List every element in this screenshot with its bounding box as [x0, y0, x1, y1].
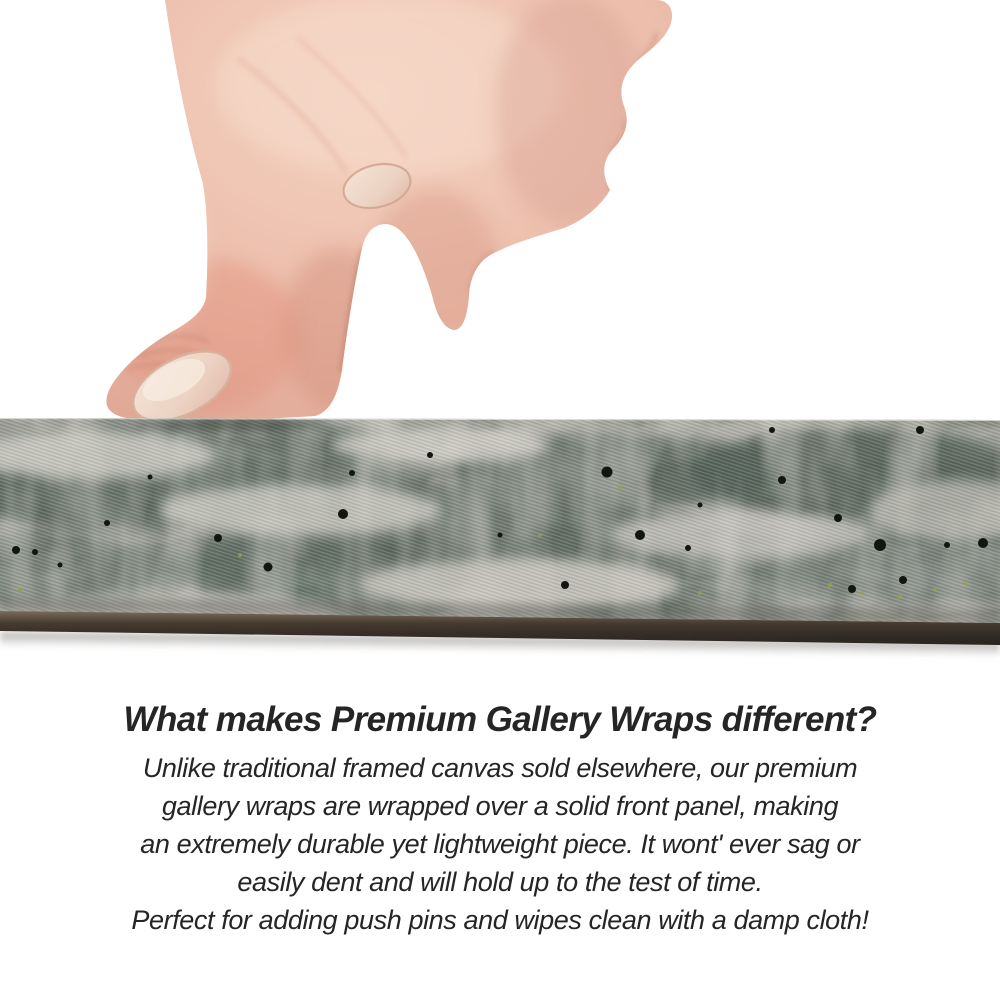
body-line-3: an extremely durable yet lightweight piece. It wont' ever sag or — [140, 829, 860, 859]
copy-block — [0, 700, 1000, 939]
pinky-knuckle-crease — [610, 168, 626, 188]
body-line-2: gallery wraps are wrapped over a solid front panel, making — [161, 791, 839, 821]
headline: What makes Premium Gallery Wraps different? — [123, 700, 877, 739]
knuckle-shading — [495, 0, 645, 225]
canvas-edge-strip — [0, 415, 1000, 650]
hand-pressing-thumb-photo — [90, 0, 710, 432]
hand-silhouette — [90, 0, 710, 432]
thumb-highlight — [90, 160, 210, 340]
thumb-contact-shadow — [140, 418, 330, 430]
body-line-5: Perfect for adding push pins and wipes clean with a damp cloth! — [131, 905, 869, 935]
body-line-4: easily dent and will hold up to the test of time. — [237, 867, 763, 897]
body-line-1: Unlike traditional framed canvas sold elsewhere, our premium — [142, 753, 858, 783]
